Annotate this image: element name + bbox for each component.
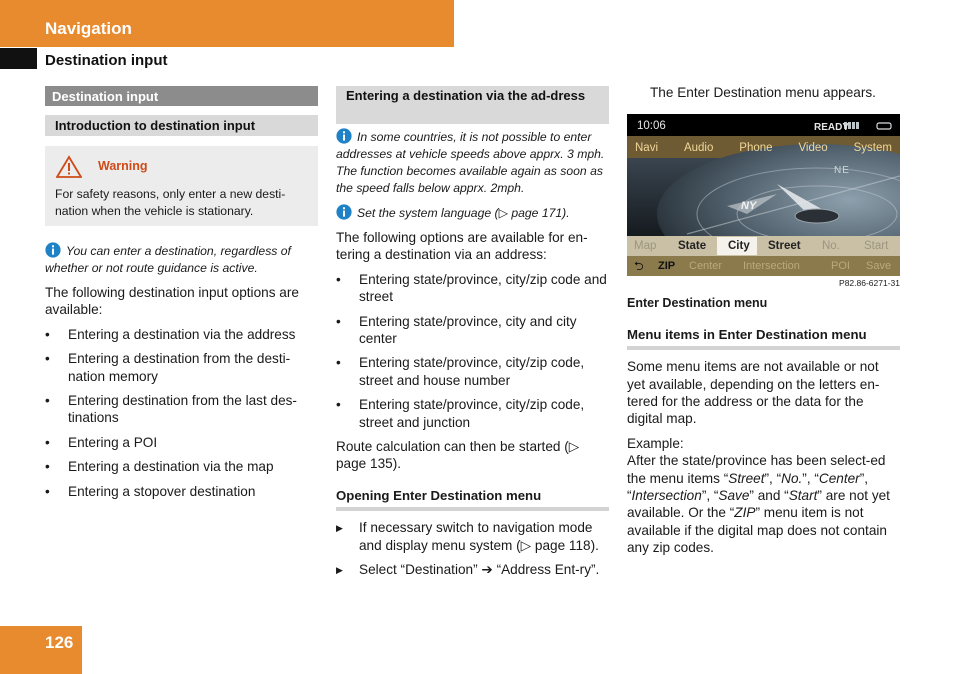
menu-item-system[interactable]: System [853,142,892,155]
option-start[interactable]: Start [864,240,889,253]
menu-appears-text: The Enter Destination menu appears. [650,85,876,100]
section-marker [0,48,37,69]
warning-box [45,146,318,226]
heading-introduction: Introduction to destination input [45,115,318,136]
warning-text: For safety reasons, only enter a new desti-nation when the vehicle is stationary. [55,187,286,218]
menu-item-video[interactable]: Video [798,142,828,155]
option-intersection[interactable]: Intersection [743,260,800,273]
list-item: • Entering state/province, city/zip code, street and house number [336,354,609,389]
list-item: • Entering a destination via the map [45,458,318,475]
heading-opening-menu: Opening Enter Destination menu [336,487,609,511]
enter-destination-screen [627,114,900,276]
option-zip[interactable]: ZIP [658,260,676,273]
availability-text: Some menu items are not available or not yet available, depending on the letters en-tered for the address or the data for the digital map. [627,359,880,427]
list-item: • Entering a destination via the address [45,326,318,343]
column-1 [45,84,318,500]
screen-row-1 [627,236,900,256]
warning-label: Warning [98,159,148,174]
section-title: Destination input [45,52,168,69]
option-no[interactable]: No. [822,240,840,253]
chapter-title: Navigation [45,19,132,38]
option-poi[interactable]: POI [831,260,850,273]
screen-main-menu [627,138,900,158]
note-destination: You can enter a destination, regardless of whether or not route guidance is active. [45,244,291,275]
steps-list [336,519,609,578]
route-calculation-text: Route calculation can then be started (▷ page 135). [336,439,580,472]
option-state[interactable]: State [678,240,707,253]
menu-item-audio[interactable]: Audio [683,142,714,155]
column-2 [336,84,609,579]
info-icon [336,204,352,220]
compass-ne-label: NE [834,165,850,177]
step-item: ▶ Select “Destination” ➔ “Address Ent-ry”. [336,561,609,578]
page-number: 126 [45,633,74,652]
list-item: • Entering state/province, city/zip code, street and junction [336,396,609,431]
info-icon [336,128,352,144]
chapter-bar [0,0,454,47]
screen-row-2 [627,256,900,276]
figure-reference: P82.86-6271-31 [839,278,900,289]
menu-item-phone[interactable]: Phone [739,142,773,155]
address-options-list [336,271,609,431]
list-item: • Entering a stopover destination [45,483,318,500]
heading-destination-input: Destination input [45,86,318,106]
example-text: After the state/province has been select-ed the menu items “Street”, “No.”, “Center”, “Intersection”, “Save” and “Start” are not yet available. Or the “ZIP” menu item is not available if the digital map does not contain any zip codes. [627,453,890,556]
info-icon [45,242,61,258]
list-item: • Entering destination from the last des-tinations [45,392,318,427]
back-arrow-icon[interactable]: ⮌ [634,259,644,274]
note-speed: In some countries, it is not possible to enter addresses at vehicle speeds above apprx. 3 mph. The function becomes available again as soon as the speed falls below apprx. 2mph. [336,130,605,195]
column-3 [627,84,900,557]
option-city[interactable]: City [728,240,750,253]
compass-ny-label: NY [741,200,757,213]
screen-status: READY [814,122,850,134]
figure-caption: Enter Destination menu [627,296,768,311]
option-save[interactable]: Save [866,260,892,273]
address-options-intro: The following options are available for en-tering a destination via an address: [336,230,588,263]
warning-triangle-icon [56,155,82,179]
option-street[interactable]: Street [768,240,801,253]
list-item: • Entering a POI [45,434,318,451]
list-item: • Entering a destination from the desti-nation memory [45,350,318,385]
list-item: • Entering state/province, city/zip code and street [336,271,609,306]
heading-via-address: Entering a destination via the ad-dress [336,86,609,124]
menu-item-navi[interactable]: Navi [635,142,659,155]
note-language: Set the system language (▷ page 171). [336,204,609,222]
page-number-box [0,626,82,674]
list-item: • Entering state/province, city and city center [336,313,609,348]
option-map[interactable]: Map [634,240,657,253]
example-label: Example: [627,435,684,451]
options-list [45,326,318,500]
heading-menu-items: Menu items in Enter Destination menu [627,326,900,350]
screen-time: 10:06 [637,120,666,133]
step-item: ▶ If necessary switch to navigation mode and display menu system (▷ page 118). [336,519,609,554]
options-intro: The following destination input options are available: [45,285,299,318]
option-center[interactable]: Center [689,260,723,273]
